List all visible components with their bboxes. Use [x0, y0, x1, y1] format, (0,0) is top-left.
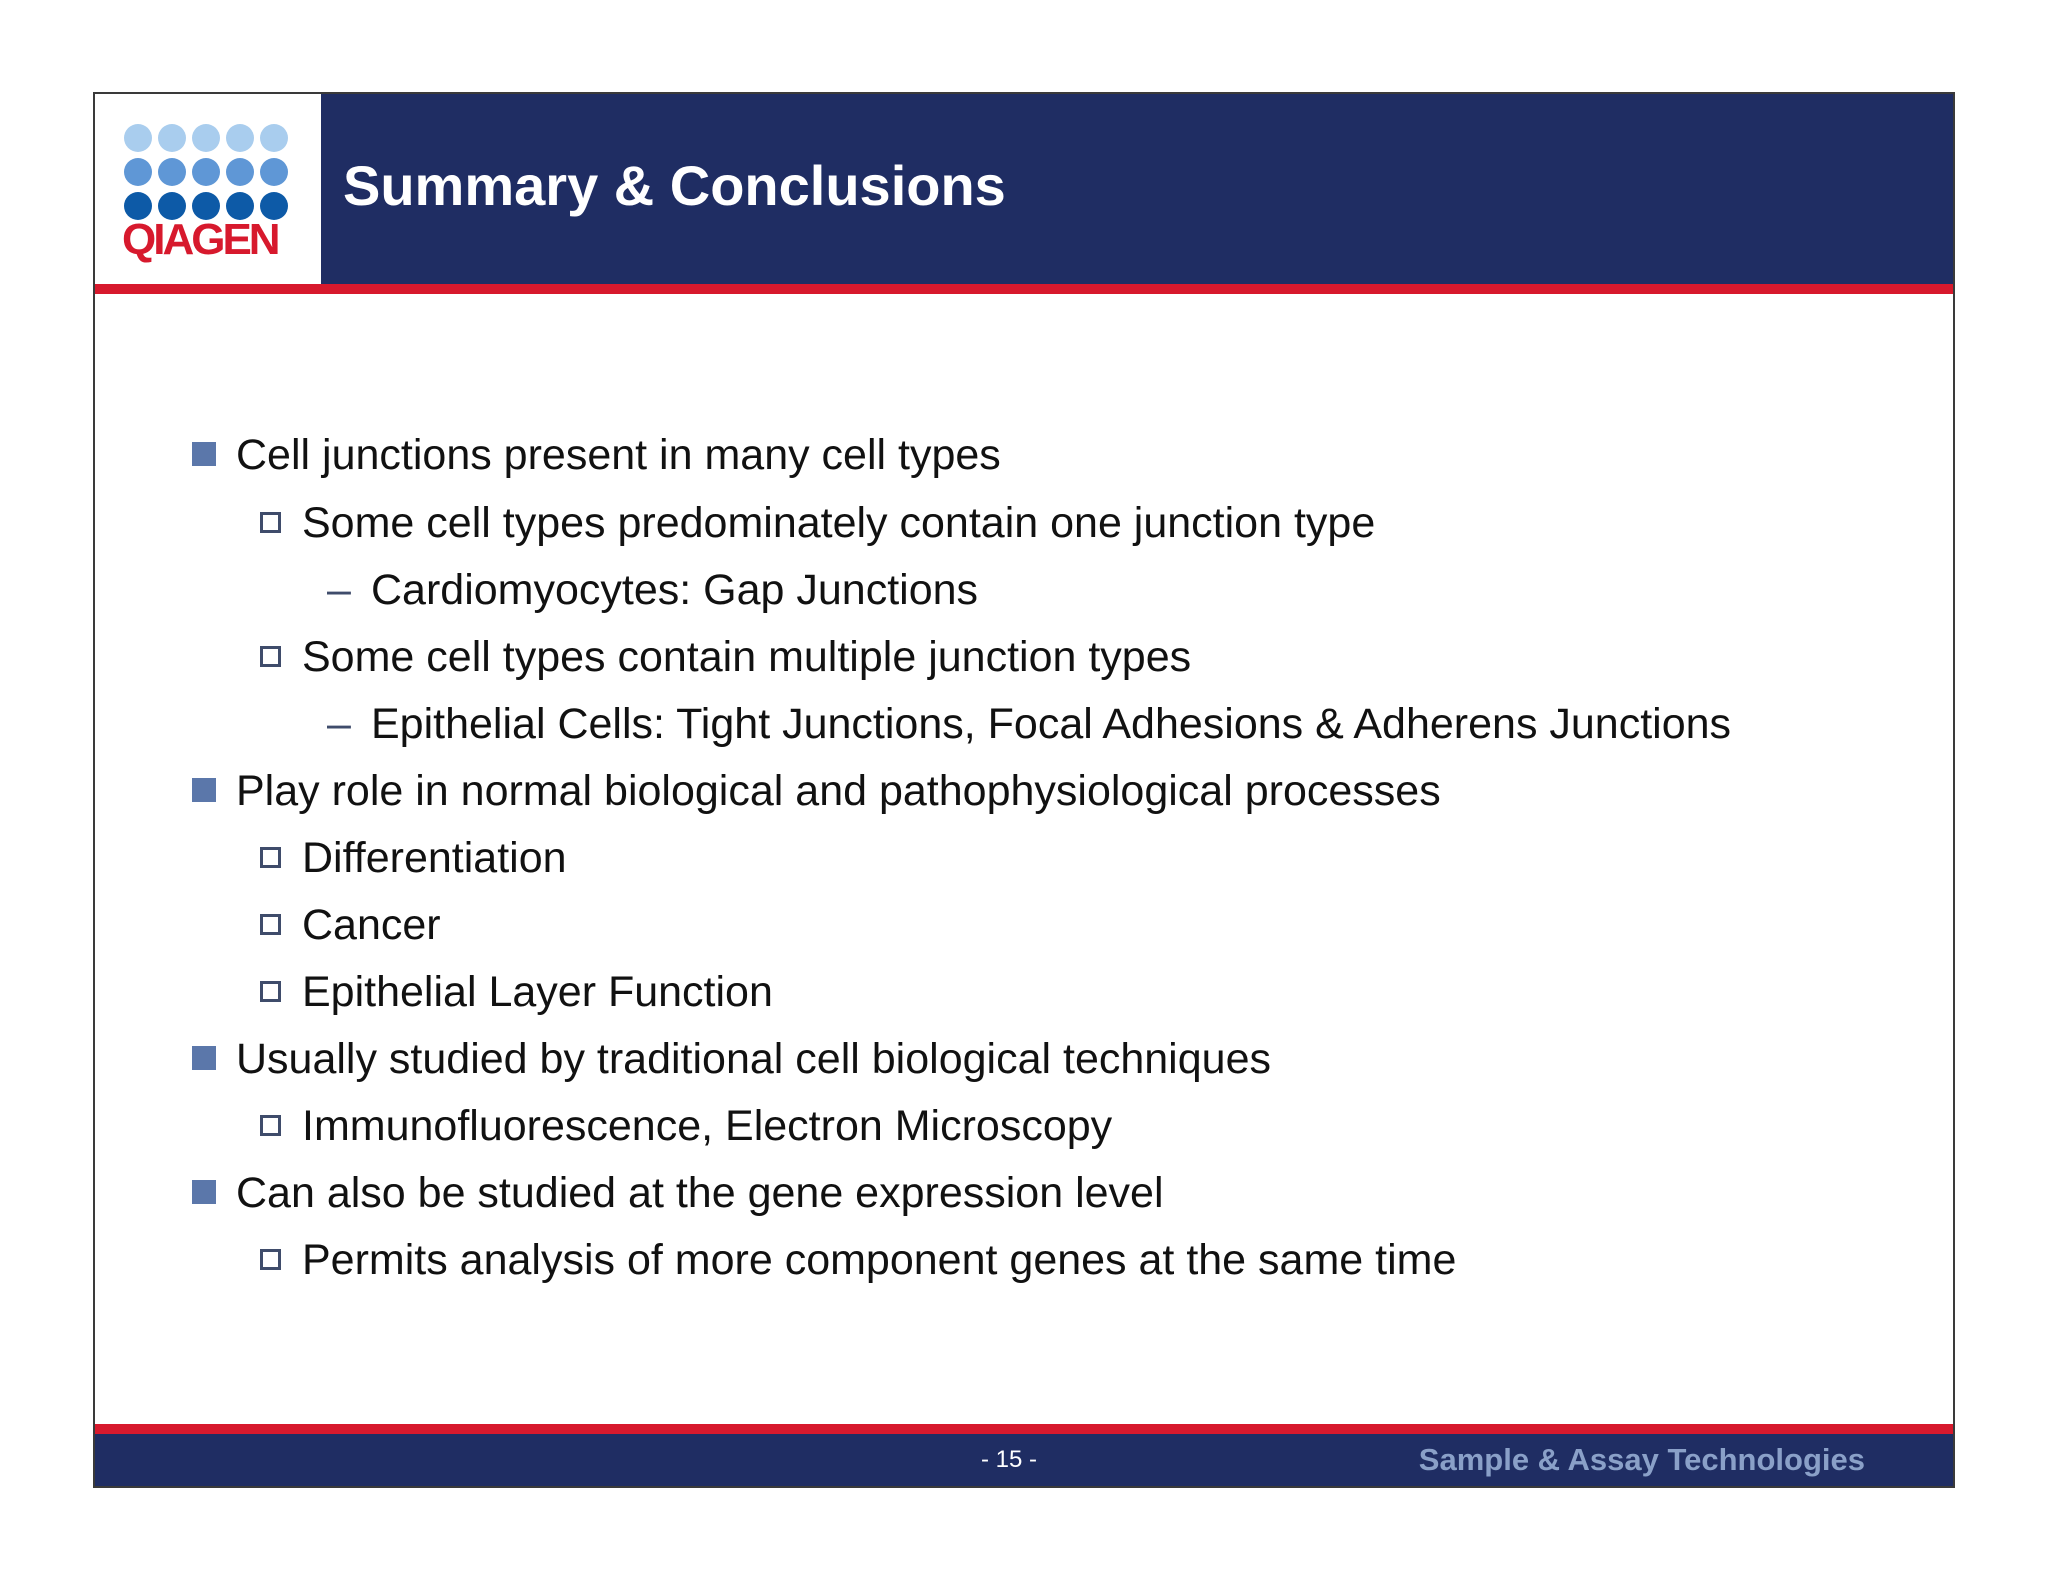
hollow-square-bullet-icon — [260, 847, 281, 868]
hollow-square-bullet-icon — [260, 646, 281, 667]
bullet-text: Cell junctions present in many cell types — [236, 431, 1001, 479]
bullet-item — [192, 1160, 1164, 1227]
sub-bullet-text: Permits analysis of more component genes at the same time — [302, 1236, 1457, 1284]
sub-bullet-item — [260, 1227, 1456, 1294]
sub-bullet-text: Immunofluorescence, Electron Microscopy — [302, 1102, 1113, 1150]
bullet-item — [192, 1026, 1271, 1093]
sub-bullet-item — [260, 1093, 1112, 1160]
header-divider — [95, 284, 1953, 294]
sub-bullet-text: Cancer — [302, 901, 441, 949]
sub-bullet-text: Differentiation — [302, 834, 567, 882]
hollow-square-bullet-icon — [260, 1115, 281, 1136]
dash-bullet-icon: – — [327, 566, 351, 614]
slide-title: Summary & Conclusions — [343, 154, 1006, 217]
hollow-square-bullet-icon — [260, 1249, 281, 1270]
logo-wordmark: QIAGEN — [122, 215, 278, 264]
slide-header — [95, 94, 1953, 284]
footer-tagline: Sample & Assay Technologies — [1418, 1442, 1865, 1477]
dash-bullet-icon: – — [327, 700, 351, 748]
logo-dots-icon — [124, 124, 294, 224]
sub-bullet-item — [260, 825, 567, 892]
bullet-item — [192, 422, 1001, 489]
page-number: - 15 - — [981, 1446, 1038, 1473]
sub-sub-bullet-item — [327, 691, 1731, 758]
square-bullet-icon — [192, 442, 216, 466]
bullet-text: Play role in normal biological and pathophysiological processes — [236, 767, 1441, 815]
hollow-square-bullet-icon — [260, 512, 281, 533]
square-bullet-icon — [192, 778, 216, 802]
bullet-list — [95, 294, 1953, 1488]
sub-bullet-item — [260, 624, 1191, 691]
sub-bullet-text: Some cell types predominately contain one junction type — [302, 499, 1376, 547]
hollow-square-bullet-icon — [260, 914, 281, 935]
square-bullet-icon — [192, 1180, 216, 1204]
slide — [93, 92, 1955, 1488]
hollow-square-bullet-icon — [260, 981, 281, 1002]
bullet-text: Usually studied by traditional cell biological techniques — [236, 1035, 1271, 1083]
sub-bullet-text: Epithelial Layer Function — [302, 968, 773, 1016]
sub-bullet-item — [260, 892, 441, 959]
square-bullet-icon — [192, 1046, 216, 1070]
qiagen-logo — [95, 94, 321, 284]
sub-bullet-text: Some cell types contain multiple junction types — [302, 633, 1192, 681]
sub-sub-bullet-text: Cardiomyocytes: Gap Junctions — [371, 566, 979, 614]
bullet-text: Can also be studied at the gene expression level — [236, 1169, 1164, 1217]
bullet-item — [192, 758, 1441, 825]
footer-divider — [95, 1424, 1953, 1434]
sub-sub-bullet-text: Epithelial Cells: Tight Junctions, Focal Adhesions & Adherens Junctions — [371, 700, 1732, 748]
slide-footer — [95, 1434, 1953, 1488]
sub-sub-bullet-item — [327, 557, 978, 624]
sub-bullet-item — [260, 959, 773, 1026]
sub-bullet-item — [260, 490, 1375, 557]
